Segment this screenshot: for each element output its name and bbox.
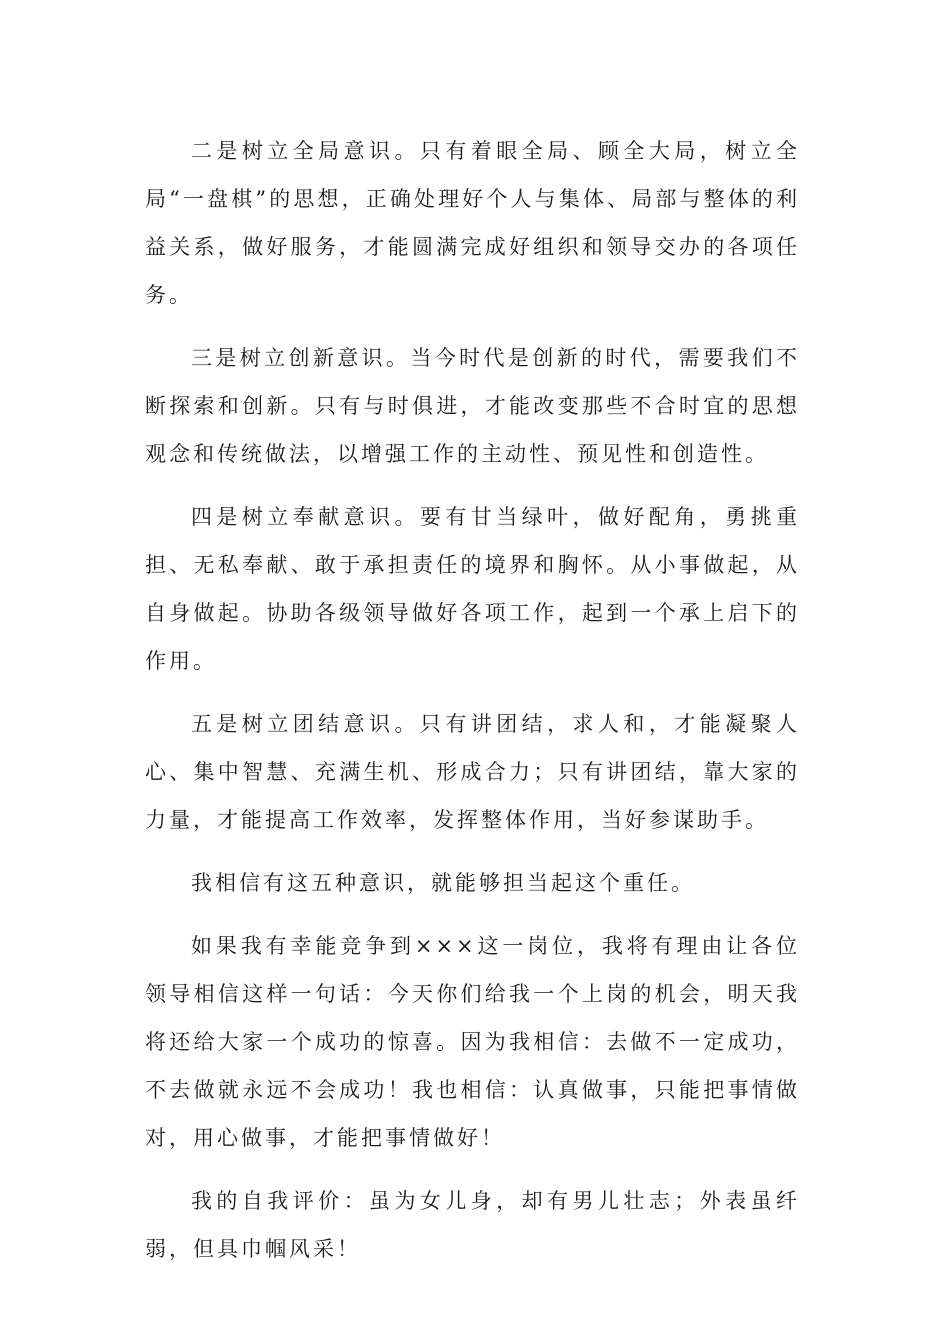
paragraph-self-evaluation: 我的自我评价：虽为女儿身，却有男儿壮志；外表虽纤弱，但具巾帼风采！ (145, 1189, 800, 1261)
paragraph-unity-awareness: 五是树立团结意识。只有讲团结，求人和，才能凝聚人心、集中智慧、充满生机、形成合力；只有讲团结，靠大家的力量，才能提高工作效率，发挥整体作用，当好参谋助手。 (145, 712, 800, 832)
paragraph-position-pledge: 如果我有幸能竞争到×××这一岗位，我将有理由让各位领导相信这样一句话：今天你们给我一个上岗的机会，明天我将还给大家一个成功的惊喜。因为我相信：去做不一定成功，不去做就永远不会成功！我也相信：认真做事，只能把事情做对，用心做事，才能把事情做好！ (145, 934, 800, 1150)
paragraph-global-awareness: 二是树立全局意识。只有着眼全局、顾全大局，树立全局“一盘棋”的思想，正确处理好个人与集体、局部与整体的利益关系，做好服务，才能圆满完成好组织和领导交办的各项任务。 (145, 139, 800, 307)
paragraph-dedication-awareness: 四是树立奉献意识。要有甘当绿叶，做好配角，勇挑重担、无私奉献、敢于承担责任的境界和胸怀。从小事做起，从自身做起。协助各级领导做好各项工作，起到一个承上启下的作用。 (145, 505, 800, 673)
document-body (145, 127, 800, 1288)
paragraph-confidence: 我相信有这五种意识，就能够担当起这个重任。 (191, 871, 695, 895)
paragraph-innovation-awareness: 三是树立创新意识。当今时代是创新的时代，需要我们不断探索和创新。只有与时俱进，才能改变那些不合时宜的思想观念和传统做法，以增强工作的主动性、预见性和创造性。 (145, 346, 800, 466)
